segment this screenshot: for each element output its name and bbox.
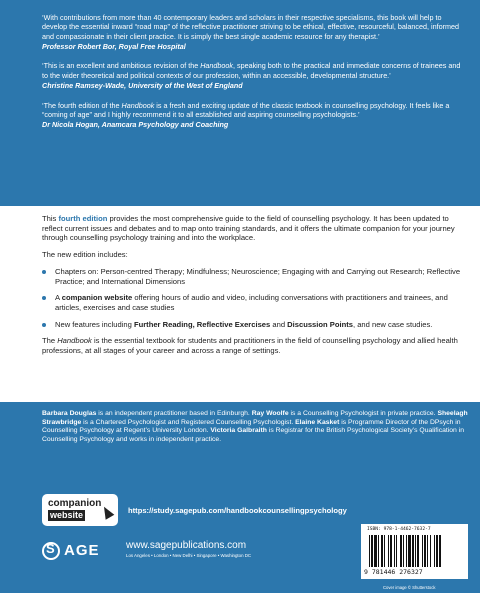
cursor-icon: [100, 504, 115, 519]
quote-title-em: Handbook: [200, 61, 233, 71]
intro-text: This: [42, 214, 59, 223]
barcode-digits: 9 781446 276327: [364, 568, 423, 576]
author-name: Barbara Douglas: [42, 410, 97, 417]
author-name: Sheelagh Strawbridge: [42, 410, 468, 426]
list-item-text: offering hours of audio and video, including conversations with practitioners and trainees, and articles, exercises and case studies: [55, 293, 448, 312]
sage-s-glyph: S: [46, 541, 55, 556]
list-item-text: New features including: [55, 319, 134, 329]
author-bios: [42, 410, 468, 445]
quote-text-part: , speaking both to the practical and immediate concerns of trainees and to the wider theoretical and political contexts of our profession, within an accessible, developmental structure.’: [42, 61, 461, 80]
intro-highlight: fourth edition: [58, 214, 108, 223]
author-name: Elaine Kasket: [295, 418, 340, 426]
quote-text-part: is a fresh and exciting update of the classic textbook in counselling psychology. It feels like a “coming of age” and I highly recommend it to all established and aspiring counselling psychologists.’: [42, 100, 450, 119]
quote-text-part: ‘This is an excellent and ambitious revision of the: [42, 61, 201, 71]
author-bio: is a Chartered Psychologist and Registered Counselling Psychologist.: [81, 418, 296, 426]
publisher-url[interactable]: www.sagepublications.com: [126, 540, 247, 551]
quote-3: [42, 101, 466, 130]
companion-website-badge[interactable]: [42, 494, 118, 526]
isbn-text: ISBN: 978-1-4462-7632-7: [367, 527, 431, 532]
author-bio: is a Counselling Psychologist in private practice.: [288, 410, 438, 417]
quote-attribution: Dr Nicola Hogan, Anamcara Psychology and Coaching: [42, 120, 229, 130]
isbn-barcode: [361, 524, 468, 579]
quote-attribution: Professor Robert Bor, Royal Free Hospital: [42, 41, 186, 51]
list-item-text: and: [270, 319, 288, 329]
website-label: website: [50, 510, 84, 520]
quote-text-part: ‘The fourth edition of the: [42, 100, 122, 110]
list-item: [42, 293, 468, 312]
includes-heading: The new edition includes:: [42, 250, 128, 260]
list-item-highlight: Further Reading, Reflective Exercises: [133, 319, 271, 329]
author-panel: [0, 402, 480, 593]
list-item-highlight: Discussion Points: [287, 319, 353, 329]
companion-url-link[interactable]: https://study.sagepub.com/handbookcounsellingpsychology: [128, 506, 347, 515]
closing-title-em: Handbook: [57, 336, 92, 346]
author-bio: is Programme Director of the DPsych in Counselling Psychology at Regent’s University London.: [42, 418, 461, 435]
closing-paragraph: [42, 336, 468, 355]
publisher-cities: Los Angeles • London • New Delhi • Singapore • Washington DC: [126, 553, 252, 558]
quote-2: [42, 61, 466, 90]
feature-list: [42, 267, 468, 330]
list-item: [42, 320, 468, 330]
author-name: Victoria Galbraith: [210, 427, 267, 435]
quotes-list: [42, 13, 466, 140]
list-item-text: A: [55, 293, 62, 303]
bullet-dot-icon: [42, 323, 46, 327]
bullet-dot-icon: [42, 270, 46, 274]
quote-text: [42, 61, 466, 80]
endorsements-panel: [0, 0, 480, 206]
closing-text: The: [42, 336, 58, 346]
author-bio: is Registrar for the British Psychological Society’s Qualification in Counselling Psychology and works in independent practice.: [42, 427, 465, 444]
author-bio: is an independent practitioner based in Edinburgh.: [96, 410, 252, 417]
quote-text: ‘With contributions from more than 40 contemporary leaders and scholars in their respective specialisms, this book will help to develop the essential inward “road map” of the reflective practitioner striving to be ethical, effective, resourceful, balanced, informed and compassionate in their client practice. It is simply the best single academic resource for any therapist.’: [42, 13, 459, 41]
list-item-text: Chapters on: Person-centred Therapy; Mindfulness; Neuroscience; Engaging with and Carrying out Research; Reflective Practice; and International Dimensions: [55, 266, 461, 286]
companion-label: companion: [48, 498, 102, 509]
list-item-highlight: companion website: [61, 293, 133, 303]
description: [42, 214, 468, 363]
sage-logo: [42, 540, 122, 562]
bullet-dot-icon: [42, 296, 46, 300]
list-item: [42, 267, 468, 286]
quote-title-em: Handbook: [121, 100, 155, 110]
intro-text: provides the most comprehensive guide to the field of counselling psychology. It has been updated to reflect current issues and debates and to map onto training standards, and it offers the ultimate companion for your journey through counselling psychology training and into the workplace.: [42, 214, 455, 243]
quote-text: [42, 101, 466, 120]
sage-wordmark: AGE: [64, 542, 100, 559]
barcode-icon: [369, 535, 461, 567]
quote-attribution: Christine Ramsey-Wade, University of the West of England: [42, 81, 243, 91]
cover-credit: Cover image © Shutterstock: [383, 585, 436, 590]
intro-paragraph: [42, 214, 468, 243]
quote-1: [42, 13, 466, 51]
author-name: Ray Woolfe: [251, 410, 289, 417]
list-item-text: , and new case studies.: [352, 319, 433, 329]
closing-text: is the essential textbook for students and practitioners in the field of counselling psychology and allied health professions, at all stages of your career and across a range of settings.: [42, 336, 458, 356]
